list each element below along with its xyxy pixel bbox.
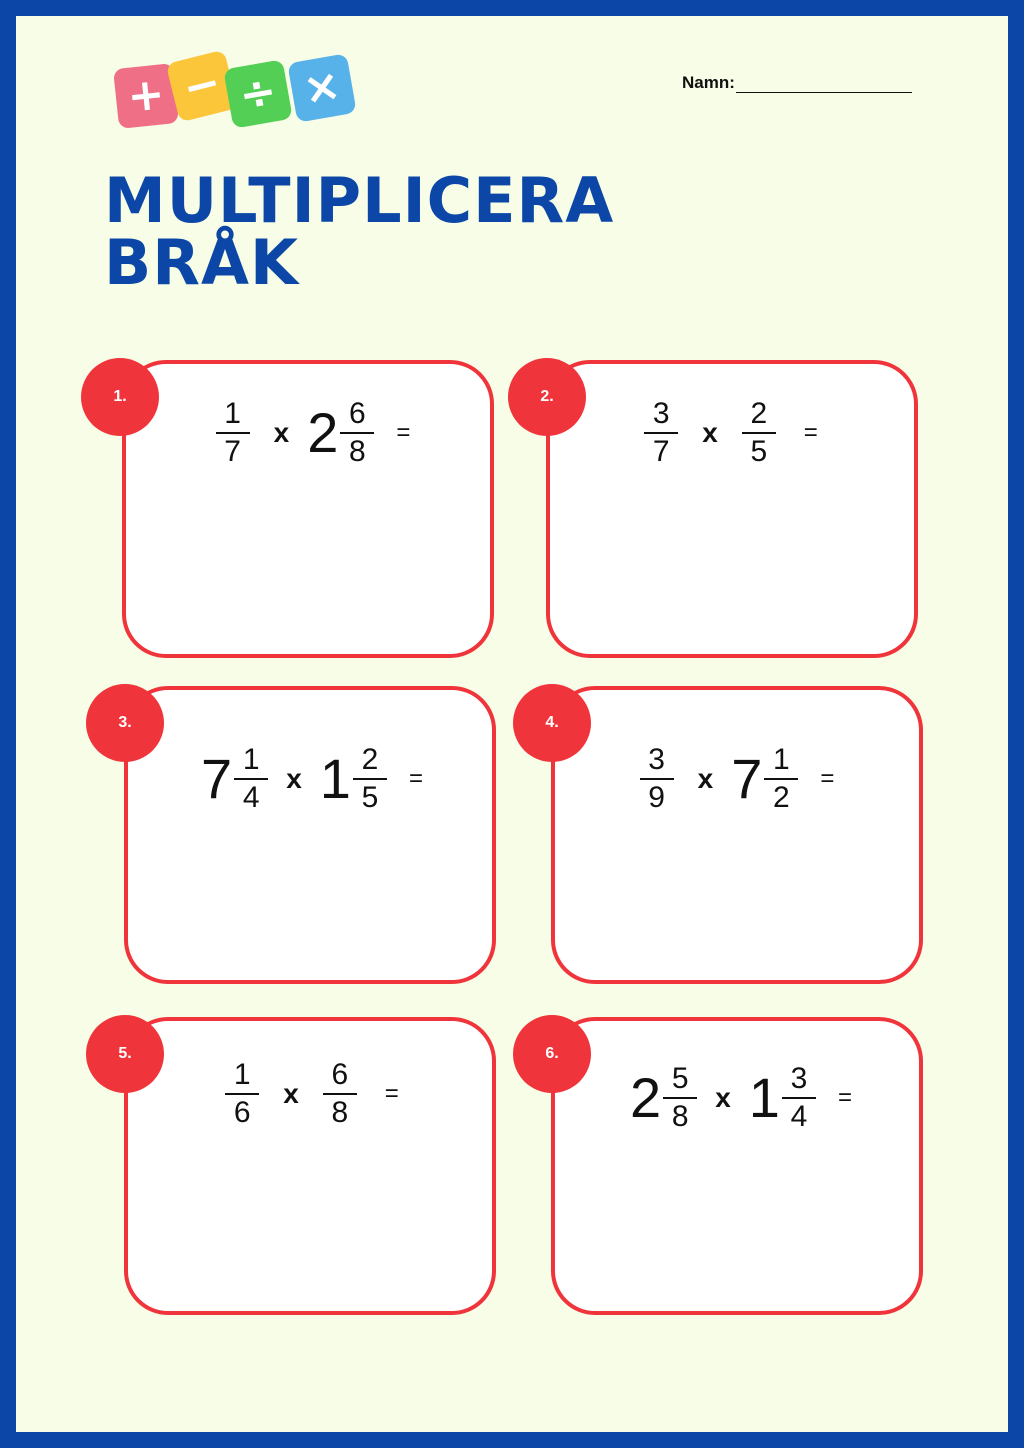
problem-number-badge: 5. xyxy=(86,1015,164,1093)
problem-number-badge: 3. xyxy=(86,684,164,762)
problem-expression xyxy=(541,744,919,814)
problem-expression xyxy=(122,398,490,468)
denominator: 6 xyxy=(233,1096,251,1129)
name-blank-line[interactable] xyxy=(736,72,912,93)
numerator: 6 xyxy=(349,397,366,430)
divide-icon: ÷ xyxy=(223,59,293,129)
equals-sign: = xyxy=(837,1084,852,1111)
problem-expression xyxy=(118,1059,492,1129)
multiply-sign: x xyxy=(715,1082,731,1113)
problem-card xyxy=(551,1017,923,1315)
mixed-number xyxy=(731,744,798,814)
fraction-bar xyxy=(742,432,776,434)
title-line-2: BRÅK xyxy=(104,226,300,299)
fraction xyxy=(323,1059,357,1129)
fraction-bar xyxy=(323,1093,357,1095)
denominator: 8 xyxy=(331,1096,349,1129)
denominator: 7 xyxy=(652,435,670,468)
equals-sign: = xyxy=(820,765,835,792)
mixed-number xyxy=(307,398,374,468)
mixed-number xyxy=(201,744,268,814)
problem-card xyxy=(124,1017,496,1315)
numerator: 2 xyxy=(750,397,768,430)
fraction xyxy=(644,398,678,468)
problem-card xyxy=(124,686,496,984)
numerator: 1 xyxy=(233,1058,251,1091)
fraction-bar xyxy=(225,1093,259,1095)
problem-number-badge: 2. xyxy=(508,358,586,436)
equals-sign: = xyxy=(408,765,423,792)
numerator: 3 xyxy=(790,1062,808,1095)
fraction-bar xyxy=(353,778,387,780)
fraction-bar xyxy=(782,1097,816,1099)
problem-number-badge: 6. xyxy=(513,1015,591,1093)
denominator: 5 xyxy=(361,781,379,814)
plus-icon: + xyxy=(113,63,179,129)
problem-expression xyxy=(124,744,492,814)
denominator: 5 xyxy=(750,435,768,468)
fraction-bar xyxy=(663,1097,697,1099)
mixed-number xyxy=(749,1063,816,1133)
name-field xyxy=(682,72,912,93)
numerator: 2 xyxy=(361,743,379,776)
multiply-icon: × xyxy=(287,53,357,123)
denominator: 8 xyxy=(671,1100,689,1133)
problem-card xyxy=(546,360,918,658)
fraction xyxy=(340,398,374,468)
multiply-sign: x xyxy=(283,1078,299,1109)
denominator: 8 xyxy=(349,435,366,468)
fraction xyxy=(234,744,268,814)
whole-number: 7 xyxy=(201,747,233,810)
multiply-sign: x xyxy=(286,763,302,794)
worksheet-title xyxy=(104,164,615,299)
title-line-1: MULTIPLICERA xyxy=(104,164,615,237)
multiply-sign: x xyxy=(273,417,290,448)
numerator: 1 xyxy=(224,397,241,430)
fraction-bar xyxy=(640,778,674,780)
equals-sign: = xyxy=(384,1080,399,1107)
denominator: 4 xyxy=(790,1100,808,1133)
mixed-number xyxy=(320,744,387,814)
fraction-bar xyxy=(644,432,678,434)
problem-number-badge: 4. xyxy=(513,684,591,762)
fraction xyxy=(663,1063,697,1133)
multiply-sign: x xyxy=(697,763,714,794)
problem-card xyxy=(551,686,923,984)
whole-number: 7 xyxy=(731,747,763,810)
denominator: 7 xyxy=(224,435,241,468)
numerator: 1 xyxy=(242,743,260,776)
fraction-bar xyxy=(216,432,250,434)
whole-number: 1 xyxy=(319,747,351,810)
fraction xyxy=(225,1059,259,1129)
fraction xyxy=(764,744,798,814)
denominator: 4 xyxy=(242,781,260,814)
numerator: 1 xyxy=(773,743,790,776)
problem-expression xyxy=(555,1063,919,1133)
fraction-bar xyxy=(234,778,268,780)
math-operators-logo xyxy=(112,46,362,142)
fraction xyxy=(782,1063,816,1133)
fraction-bar xyxy=(340,432,374,434)
equals-sign: = xyxy=(396,419,411,446)
whole-number: 2 xyxy=(307,401,339,464)
problem-number-badge: 1. xyxy=(81,358,159,436)
numerator: 6 xyxy=(331,1058,349,1091)
fraction-bar xyxy=(764,778,798,780)
problem-card xyxy=(122,360,494,658)
numerator: 3 xyxy=(652,397,670,430)
fraction xyxy=(640,744,674,814)
name-label: Namn: xyxy=(682,73,735,92)
problem-expression xyxy=(534,398,914,468)
fraction xyxy=(216,398,250,468)
denominator: 9 xyxy=(648,781,665,814)
minus-icon: − xyxy=(166,50,239,123)
whole-number: 1 xyxy=(748,1066,780,1129)
whole-number: 2 xyxy=(630,1066,662,1129)
fraction xyxy=(742,398,776,468)
fraction xyxy=(353,744,387,814)
numerator: 5 xyxy=(671,1062,689,1095)
equals-sign: = xyxy=(803,419,818,446)
denominator: 2 xyxy=(773,781,790,814)
multiply-sign: x xyxy=(702,417,718,448)
mixed-number xyxy=(630,1063,697,1133)
numerator: 3 xyxy=(648,743,665,776)
